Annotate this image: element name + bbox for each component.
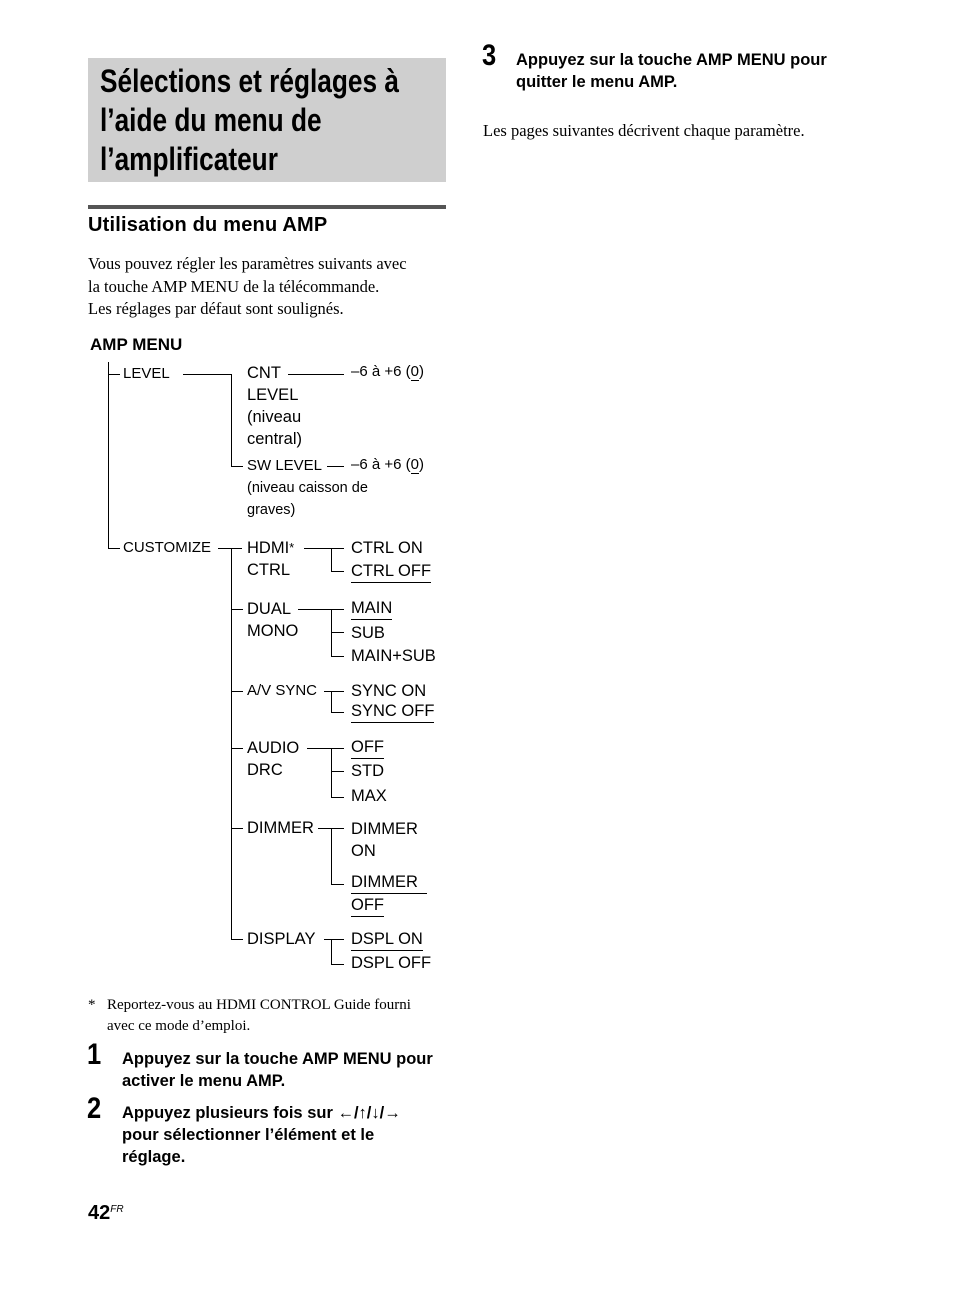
section-rule bbox=[88, 205, 446, 209]
tree-line bbox=[231, 828, 243, 829]
step-1-number: 1 bbox=[87, 1038, 102, 1071]
footnote: * Reportez-vous au HDMI CONTROL Guide fourni avec ce mode d’emploi. bbox=[88, 997, 411, 1034]
tree-line bbox=[327, 466, 344, 467]
tree-line bbox=[331, 964, 344, 965]
tree-line bbox=[331, 797, 344, 798]
tree-line bbox=[331, 691, 332, 713]
tree-line bbox=[331, 771, 344, 772]
option-main: MAIN bbox=[351, 598, 392, 620]
option-dspl-on: DSPL ON bbox=[351, 929, 423, 951]
tree-line bbox=[183, 374, 231, 375]
page-number: $42^{FR}$ bbox=[88, 1202, 124, 1224]
submenu-dimmer: DIMMER bbox=[247, 819, 314, 837]
tree-line bbox=[331, 656, 344, 657]
option-sync-on: SYNC ON bbox=[351, 682, 427, 700]
step-3-text: Appuyez sur la touche AMP MENU pour quitter le menu AMP. bbox=[516, 51, 827, 91]
tree-line bbox=[108, 362, 109, 549]
option-off: OFF bbox=[351, 737, 384, 759]
page-lang: FR bbox=[110, 1204, 124, 1215]
menu-root-label: AMP MENU bbox=[90, 335, 183, 354]
right-paragraph: Les pages suivantes décrivent chaque paramètre. bbox=[483, 121, 805, 140]
option-ctrl-off: CTRL OFF bbox=[351, 561, 431, 583]
tree-line bbox=[331, 712, 344, 713]
tree-line bbox=[331, 884, 344, 885]
step-2-number: 2 bbox=[87, 1092, 102, 1125]
option-dspl-off: DSPL OFF bbox=[351, 954, 432, 972]
page-title: Sélections et réglages à l’aide du menu de l’amplificateur bbox=[100, 63, 399, 177]
option-dimmer-on: DIMMER ON bbox=[351, 820, 418, 860]
step-2-text: Appuyez plusieurs fois sur ←/↑/↓/→ pour sélectionner l’élément et le réglage. bbox=[122, 1104, 401, 1166]
menu-item-customize: CUSTOMIZE bbox=[123, 539, 212, 556]
option-sub: SUB bbox=[351, 624, 385, 642]
tree-line bbox=[307, 748, 344, 749]
tree-line bbox=[304, 548, 344, 549]
step-3-number: 3 bbox=[482, 39, 497, 72]
menu-item-level: LEVEL bbox=[123, 365, 170, 382]
tree-line bbox=[331, 548, 332, 572]
option-sync-off: SYNC OFF bbox=[351, 701, 434, 723]
tree-line bbox=[331, 632, 344, 633]
intro-paragraph: Vous pouvez régler les paramètres suivants avec la touche AMP MENU de la télécommande. Les réglages par défaut sont soulignés. bbox=[88, 254, 407, 318]
submenu-av-sync: A/V SYNC bbox=[247, 682, 318, 699]
tree-line bbox=[288, 374, 344, 375]
section-title: Utilisation du menu AMP bbox=[88, 214, 328, 236]
tree-line bbox=[231, 748, 243, 749]
option-max: MAX bbox=[351, 787, 387, 805]
submenu-cnt-level: CNT LEVEL (niveau central) bbox=[247, 364, 303, 448]
cnt-level-range: –6 à +6 (0) bbox=[351, 363, 424, 380]
tree-line bbox=[108, 548, 120, 549]
tree-line bbox=[324, 691, 344, 692]
tree-line bbox=[331, 828, 332, 885]
sw-level-range: –6 à +6 (0) bbox=[351, 456, 424, 473]
tree-line bbox=[331, 748, 332, 798]
tree-line bbox=[331, 571, 344, 572]
tree-line bbox=[108, 374, 120, 375]
submenu-hdmi-ctrl: HDMI* CTRL bbox=[247, 539, 295, 579]
option-main-sub: MAIN+SUB bbox=[351, 647, 436, 665]
option-std: STD bbox=[351, 762, 384, 780]
submenu-display: DISPLAY bbox=[247, 930, 316, 948]
submenu-audio-drc: AUDIO DRC bbox=[247, 739, 300, 779]
option-ctrl-on: CTRL ON bbox=[351, 539, 423, 557]
tree-line bbox=[331, 939, 332, 965]
submenu-sw-level: SW LEVEL (niveau caisson de graves) bbox=[247, 457, 368, 518]
option-dimmer-off: DIMMER OFF bbox=[351, 872, 427, 917]
tree-line bbox=[231, 609, 243, 610]
tree-line bbox=[231, 466, 243, 467]
tree-line bbox=[231, 691, 243, 692]
tree-line bbox=[324, 939, 344, 940]
submenu-dual-mono: DUAL MONO bbox=[247, 600, 299, 640]
tree-line bbox=[331, 609, 332, 657]
tree-line bbox=[231, 939, 243, 940]
tree-line bbox=[231, 548, 232, 940]
tree-line bbox=[231, 374, 232, 467]
tree-line bbox=[298, 609, 344, 610]
step-1-text: Appuyez sur la touche AMP MENU pour activer le menu AMP. bbox=[122, 1050, 433, 1090]
tree-line bbox=[218, 548, 242, 549]
